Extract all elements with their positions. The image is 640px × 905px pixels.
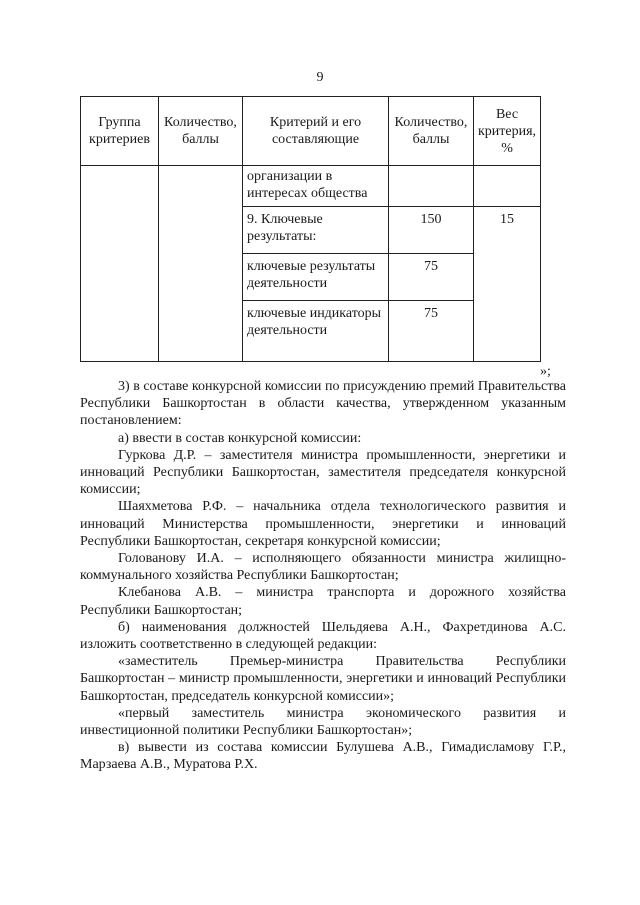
weight-cell xyxy=(474,166,541,207)
points-cell: 75 xyxy=(389,301,474,362)
header-group: Группа критериев xyxy=(81,97,159,166)
weight-cell: 15 xyxy=(474,207,541,362)
group-points-cell xyxy=(159,166,243,362)
criterion-cell: организации в интересах общества xyxy=(243,166,389,207)
points-cell: 75 xyxy=(389,254,474,301)
paragraph: Голованову И.А. – исполняющего обязанности министра жилищно-коммунального хозяйства Республики Башкортостан; xyxy=(80,551,566,584)
paragraph: б) наименования должностей Шельдяева А.Н., Фахретдинова А.С. изложить соответственно в следующей редакции: xyxy=(80,619,566,653)
paragraph: а) ввести в состав конкурсной комиссии: xyxy=(118,430,362,446)
page-number: 9 xyxy=(316,70,324,85)
criteria-table xyxy=(80,96,541,362)
points-cell xyxy=(389,166,474,207)
paragraph: «первый заместитель министра экономического развития и инвестиционной политики Республики Башкортостан»; xyxy=(80,705,566,739)
criterion-cell: ключевые индикаторы деятельности xyxy=(243,301,389,362)
criterion-cell: ключевые результаты деятельности xyxy=(243,254,389,301)
table-closing-mark: »; xyxy=(540,364,551,379)
points-cell: 150 xyxy=(389,207,474,254)
header-criterion: Критерий и его составляющие xyxy=(243,97,389,166)
paragraph: 3) в составе конкурсной комиссии по присуждению премий Правительства Республики Башкортостан в области качества, утвержденном указанным постановлением: xyxy=(80,379,566,429)
header-criterion-points: Количество, баллы xyxy=(389,97,474,166)
table-header-row xyxy=(81,97,541,166)
header-group-points: Количество, баллы xyxy=(159,97,243,166)
paragraph: в) вывести из состава комиссии Булушева А.В., Гимадисламову Г.Р., Марзаева А.В., Муратова Р.Х. xyxy=(80,740,566,773)
paragraph: «заместитель Премьер-министра Правительства Республики Башкортостан – министр промышленности, энергетики и инноваций Республики Башкортостан, председатель конкурсной комиссии»; xyxy=(80,654,566,704)
table-row xyxy=(81,166,541,207)
document-body xyxy=(80,378,566,774)
criterion-cell: 9. Ключевые результаты: xyxy=(243,207,389,254)
header-weight: Вес критерия, % xyxy=(474,97,541,166)
paragraph: Шаяхметова Р.Ф. – начальника отдела технологического развития и инноваций Министерства промышленности, энергетики и инноваций Республики Башкортостан, секретаря конкурсной комиссии; xyxy=(80,499,566,549)
group-cell xyxy=(81,166,159,362)
paragraph: Гуркова Д.Р. – заместителя министра промышленности, энергетики и инноваций Республики Башкортостан, заместителя председателя конкурсной комиссии; xyxy=(80,447,566,498)
paragraph: Клебанова А.В. – министра транспорта и дорожного хозяйства Республики Башкортостан; xyxy=(80,585,566,618)
